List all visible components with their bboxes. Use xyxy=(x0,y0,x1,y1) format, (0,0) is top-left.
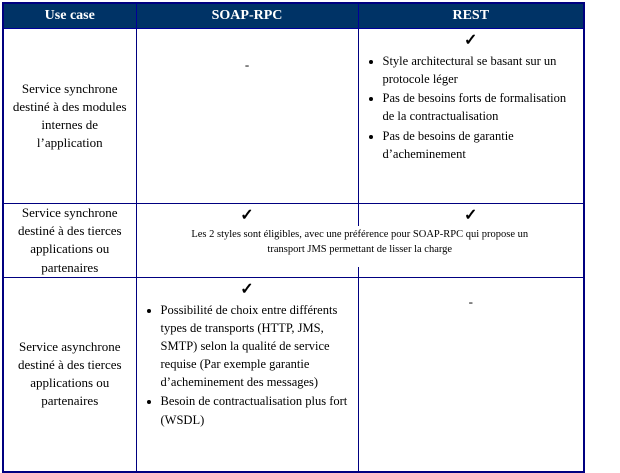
row-service-synchrone-interne xyxy=(3,29,584,204)
spacer-cell xyxy=(358,267,584,278)
checkmark-icon: ✓ xyxy=(464,207,478,224)
header-row xyxy=(3,3,584,29)
column-header-soap-rpc: SOAP-RPC xyxy=(136,3,358,29)
rest-cell-check xyxy=(358,204,584,227)
list-item: • Besoin de contractualisation plus fort (WSDL) xyxy=(161,392,354,428)
eligibility-note: Les 2 styles sont éligibles, avec une préférence pour SOAP-RPC qui propose un transport JMS permettant de lisser la charge xyxy=(191,229,529,256)
list-item: • Pas de besoins de garantie d’acheminement xyxy=(383,127,580,163)
column-header-use-case: Use case xyxy=(3,3,136,29)
soap-rpc-cell xyxy=(136,277,358,472)
rest-cell-dash: - xyxy=(358,277,584,472)
checkmark-icon: ✓ xyxy=(240,207,254,224)
usecase-comparison-table xyxy=(2,2,585,473)
list-item: • Possibilité de choix entre différents types de transports (HTTP, JMS, SMTP) selon la qualité de service requise (Par exemple garantie d’acheminement des messages) xyxy=(161,301,354,392)
rest-cell xyxy=(358,29,584,204)
row-service-asynchrone-tierces xyxy=(3,277,584,472)
soap-rpc-cell-dash: - xyxy=(136,29,358,204)
soap-rpc-cell-check xyxy=(136,204,358,227)
checkmark-icon: ✓ xyxy=(464,32,478,49)
spacer-cell xyxy=(136,267,358,278)
rest-bullet-list xyxy=(359,52,584,163)
merged-note-cell xyxy=(136,226,584,266)
checkmark-icon: ✓ xyxy=(240,280,254,298)
list-item: • Style architectural se basant sur un protocole léger xyxy=(383,52,580,88)
list-item: • Pas de besoins forts de formalisation de la contractualisation xyxy=(383,89,580,125)
row-service-synchrone-tierces-checks xyxy=(3,204,584,227)
soap-bullet-list xyxy=(137,301,358,429)
column-header-rest: REST xyxy=(358,3,584,29)
use-case-label: Service asynchrone destiné à des tierces applications ou partenaires xyxy=(3,277,136,472)
use-case-label: Service synchrone destiné à des modules internes de l’application xyxy=(3,29,136,204)
use-case-label: Service synchrone destiné à des tierces applications ou partenaires xyxy=(3,204,136,278)
